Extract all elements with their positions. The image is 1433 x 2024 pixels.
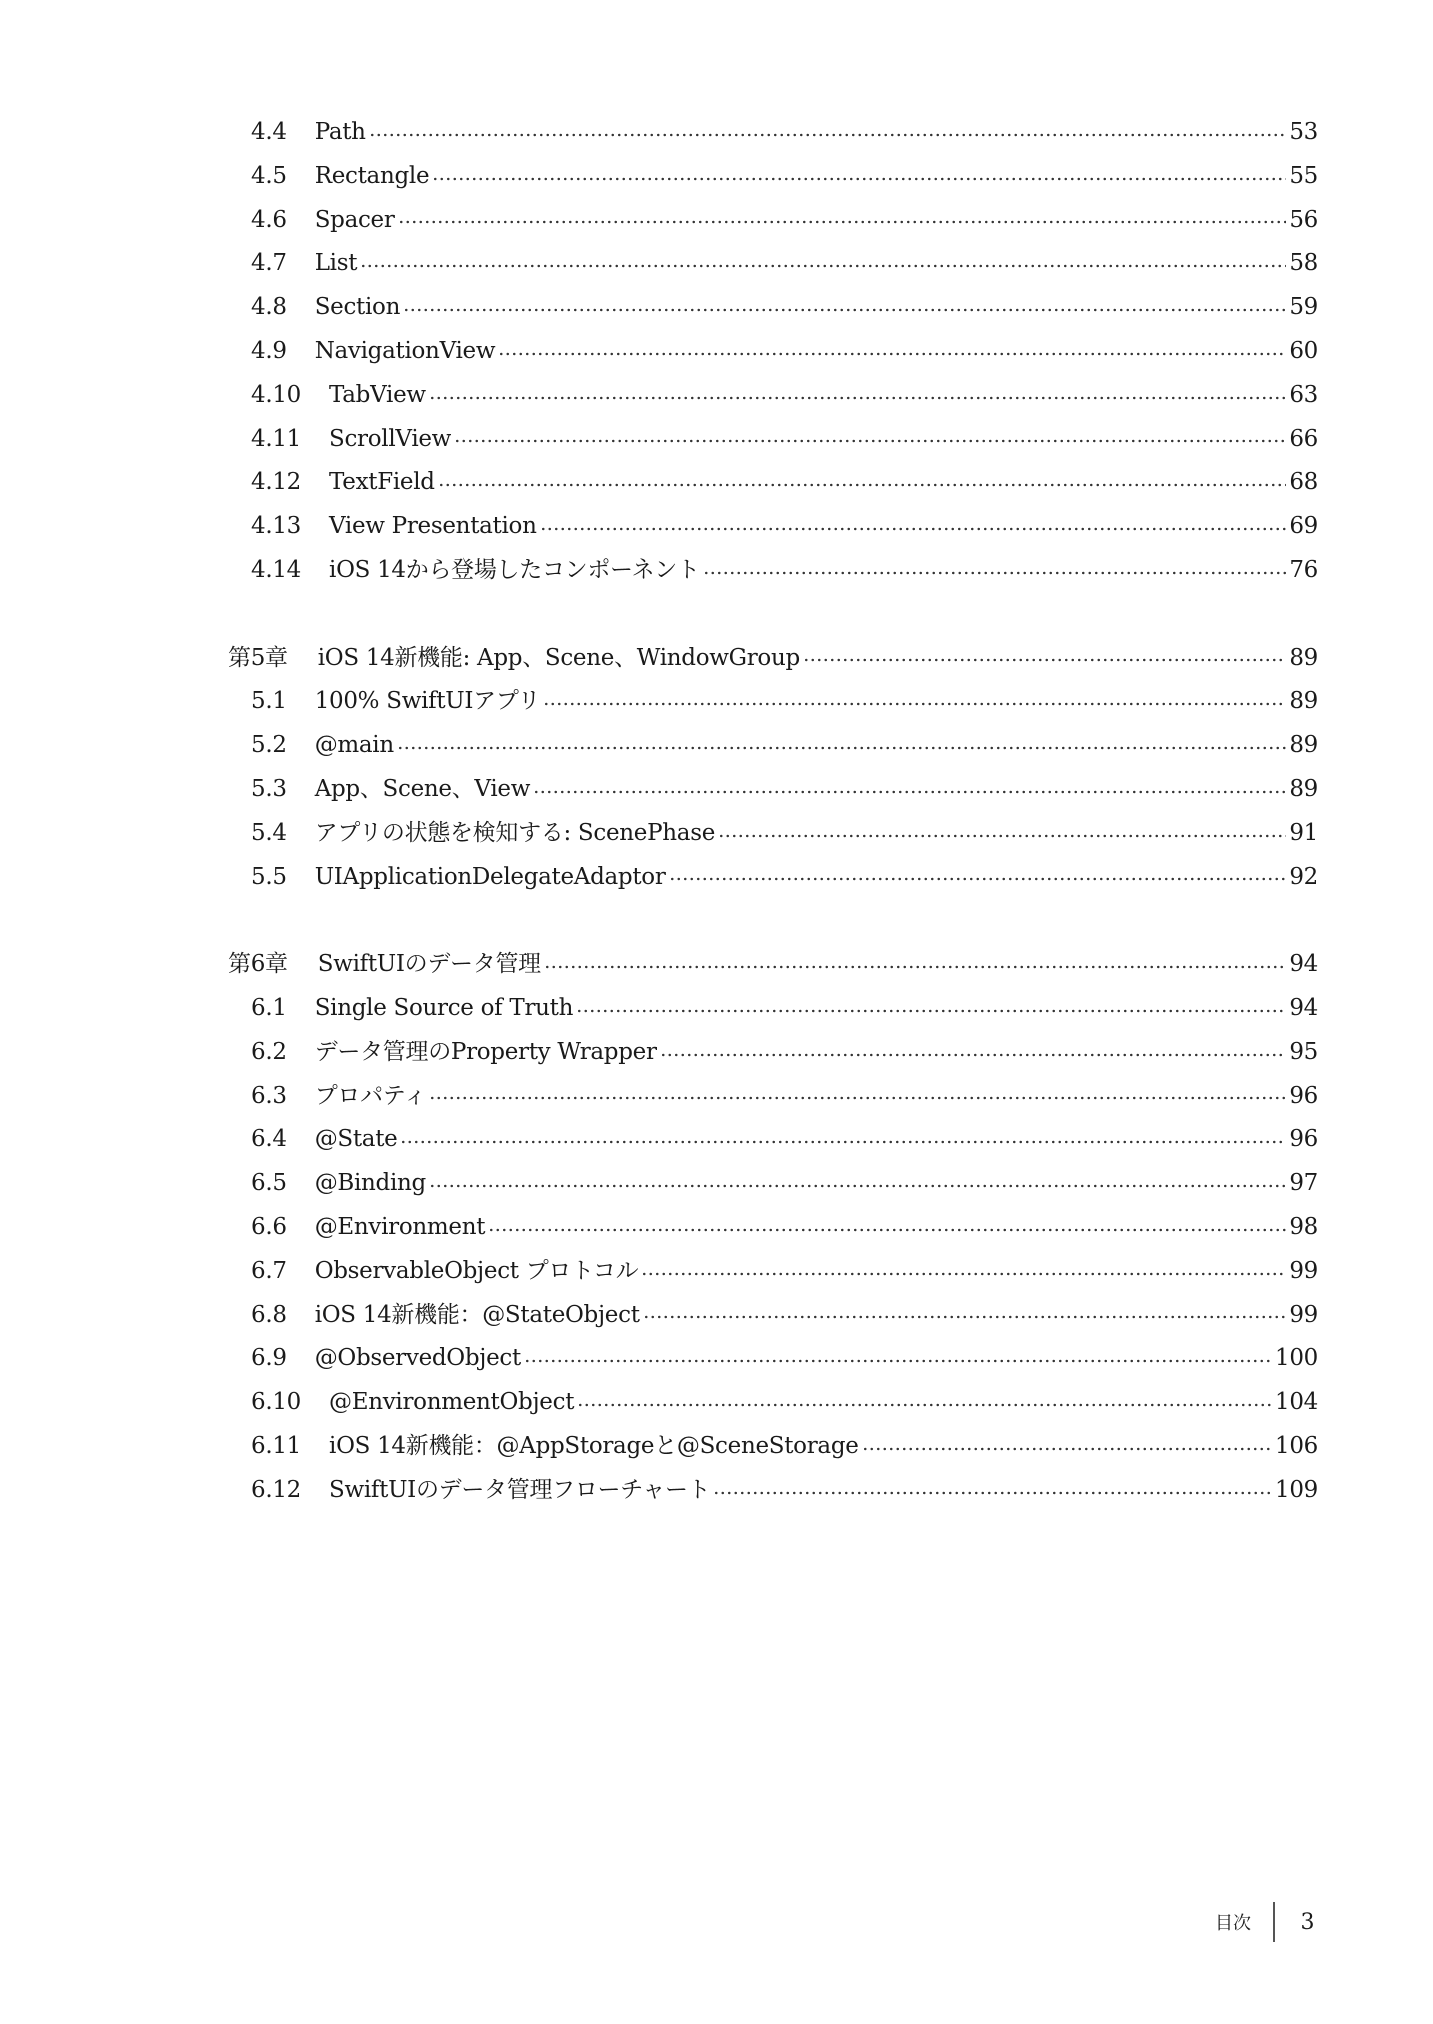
footer-divider (1273, 1902, 1275, 1942)
entry-page-number: 92 (1289, 863, 1318, 890)
entry-title: プロパティ (314, 1082, 427, 1109)
entry-page-number: 91 (1289, 819, 1318, 846)
leader-dots (540, 527, 1287, 531)
toc-section-entry[interactable] (228, 768, 1318, 812)
entry-number: 4.9 (251, 337, 287, 364)
section-spacer (228, 899, 1318, 943)
entry-number: 5.3 (251, 775, 287, 802)
leader-dots (498, 352, 1286, 356)
leader-dots (703, 571, 1287, 575)
leader-dots (524, 1359, 1272, 1363)
entry-number: 6.1 (251, 994, 287, 1021)
entry-number: 6.6 (251, 1213, 287, 1240)
leader-dots (429, 1184, 1286, 1188)
entry-title: ObservableObject プロトコル (314, 1257, 639, 1284)
toc-section-entry[interactable] (228, 1381, 1318, 1425)
toc-section-entry[interactable] (228, 1469, 1318, 1513)
entry-number: 第6章 (228, 951, 288, 978)
entry-number: 6.9 (251, 1345, 287, 1372)
leader-dots (438, 483, 1287, 487)
leader-dots (429, 1096, 1286, 1100)
entry-title: iOS 14新機能：@AppStorageと@SceneStorage (329, 1432, 859, 1459)
entry-number: 6.3 (251, 1082, 287, 1109)
entry-page-number: 56 (1289, 206, 1318, 233)
entry-number: 6.11 (251, 1432, 302, 1459)
entry-page-number: 106 (1275, 1432, 1318, 1459)
toc-section-entry[interactable] (228, 812, 1318, 856)
toc-section-entry[interactable] (228, 1206, 1318, 1250)
toc-section-entry[interactable] (228, 1337, 1318, 1381)
entry-title: Spacer (314, 206, 395, 233)
entry-page-number: 68 (1289, 469, 1318, 496)
entry-page-number: 89 (1289, 688, 1318, 715)
entry-number: 5.5 (251, 863, 287, 890)
entry-title: Section (314, 294, 401, 321)
page-number: 3 (1300, 1909, 1315, 1935)
entry-page-number: 60 (1289, 337, 1318, 364)
leader-dots (669, 877, 1287, 881)
leader-dots (862, 1447, 1272, 1451)
entry-page-number: 96 (1289, 1082, 1318, 1109)
entry-title: iOS 14新機能: App、Scene、WindowGroup (317, 644, 800, 671)
entry-title: TabView (329, 381, 426, 408)
entry-number: 6.8 (251, 1301, 287, 1328)
toc-section-entry[interactable] (228, 987, 1318, 1031)
toc-section-entry[interactable] (228, 418, 1318, 462)
entry-number: 4.7 (251, 250, 287, 277)
toc-section-entry[interactable] (228, 856, 1318, 900)
entry-number: 5.2 (251, 732, 287, 759)
entry-title: ScrollView (329, 425, 452, 452)
leader-dots (533, 790, 1286, 794)
entry-page-number: 63 (1289, 381, 1318, 408)
entry-page-number: 99 (1289, 1301, 1318, 1328)
entry-number: 4.6 (251, 206, 287, 233)
leader-dots (577, 1403, 1272, 1407)
toc-section-entry[interactable] (228, 1425, 1318, 1469)
footer-section-label: 目次 (1215, 1913, 1251, 1934)
entry-page-number: 97 (1289, 1170, 1318, 1197)
entry-title: @main (314, 732, 394, 759)
entry-number: 4.11 (251, 425, 302, 452)
entry-page-number: 89 (1289, 732, 1318, 759)
entry-title: TextField (329, 469, 435, 496)
leader-dots (400, 1140, 1286, 1144)
leader-dots (641, 1272, 1286, 1276)
leader-dots (403, 308, 1286, 312)
entry-number: 6.4 (251, 1126, 287, 1153)
entry-page-number: 53 (1289, 119, 1318, 145)
entry-title: SwiftUIのデータ管理フローチャート (329, 1476, 711, 1503)
toc-section-entry[interactable] (228, 1162, 1318, 1206)
entry-number: 6.12 (251, 1476, 302, 1503)
entry-title: @ObservedObject (314, 1345, 521, 1372)
entry-title: iOS 14新機能：@StateObject (314, 1301, 640, 1328)
leader-dots (488, 1228, 1286, 1232)
entry-title: List (314, 250, 358, 277)
entry-title: Path (314, 119, 366, 145)
toc-section-entry[interactable] (228, 1294, 1318, 1338)
entry-number: 4.12 (251, 469, 302, 496)
entry-title: NavigationView (314, 337, 496, 364)
entry-title: 100% SwiftUIアプリ (314, 688, 541, 715)
entry-page-number: 58 (1289, 250, 1318, 277)
leader-dots (397, 746, 1286, 750)
entry-page-number: 98 (1289, 1213, 1318, 1240)
entry-number: 6.7 (251, 1257, 287, 1284)
entry-number: 4.10 (251, 381, 302, 408)
entry-number: 5.4 (251, 819, 287, 846)
toc-section-entry[interactable] (228, 155, 1318, 199)
entry-number: 4.14 (251, 556, 302, 583)
entry-number: 6.5 (251, 1170, 287, 1197)
entry-page-number: 76 (1289, 556, 1318, 583)
leader-dots (360, 264, 1286, 268)
entry-title: SwiftUIのデータ管理 (317, 951, 541, 978)
entry-title: iOS 14から登場したコンポーネント (329, 556, 700, 583)
entry-page-number: 69 (1289, 513, 1318, 540)
entry-page-number: 94 (1289, 951, 1318, 978)
entry-title: データ管理のProperty Wrapper (314, 1038, 657, 1065)
toc-section-entry[interactable] (228, 330, 1318, 374)
entry-number: 第5章 (228, 644, 288, 671)
entry-number: 4.8 (251, 294, 287, 321)
leader-dots (369, 133, 1287, 137)
leader-dots (643, 1315, 1287, 1319)
toc-section-entry[interactable] (228, 724, 1318, 768)
entry-page-number: 94 (1289, 994, 1318, 1021)
entry-page-number: 96 (1289, 1126, 1318, 1153)
toc-chapter-entry[interactable] (228, 943, 1318, 987)
entry-page-number: 104 (1275, 1389, 1318, 1416)
leader-dots (576, 1009, 1286, 1013)
toc-section-entry[interactable] (228, 461, 1318, 505)
entry-page-number: 100 (1275, 1345, 1318, 1372)
entry-page-number: 109 (1275, 1476, 1318, 1503)
leader-dots (543, 702, 1286, 706)
entry-page-number: 59 (1289, 294, 1318, 321)
entry-page-number: 66 (1289, 425, 1318, 452)
leader-dots (398, 220, 1287, 224)
leader-dots (454, 439, 1286, 443)
toc-section-entry[interactable] (228, 1075, 1318, 1119)
leader-dots (432, 177, 1286, 181)
leader-dots (803, 658, 1286, 662)
entry-title: アプリの状態を検知する: ScenePhase (314, 819, 716, 846)
leader-dots (544, 965, 1286, 969)
entry-title: @EnvironmentObject (329, 1389, 575, 1416)
entry-number: 4.5 (251, 162, 287, 189)
toc-section-entry[interactable] (228, 1031, 1318, 1075)
toc-chapter-entry[interactable] (228, 637, 1318, 681)
entry-title: Single Source of Truth (314, 994, 574, 1021)
table-of-contents (228, 111, 1318, 1513)
entry-title: UIApplicationDelegateAdaptor (314, 863, 666, 890)
entry-title: View Presentation (329, 513, 537, 540)
entry-number: 4.13 (251, 513, 302, 540)
entry-page-number: 95 (1289, 1038, 1318, 1065)
toc-section-entry[interactable] (228, 199, 1318, 243)
toc-section-entry[interactable] (228, 374, 1318, 418)
toc-section-entry[interactable] (228, 505, 1318, 549)
toc-section-entry[interactable] (228, 242, 1318, 286)
entry-title: Rectangle (314, 162, 430, 189)
toc-section-entry[interactable] (228, 286, 1318, 330)
toc-section-entry[interactable] (228, 111, 1318, 155)
entry-page-number: 89 (1289, 644, 1318, 671)
leader-dots (718, 834, 1286, 838)
entry-number: 4.4 (251, 119, 287, 145)
entry-number: 5.1 (251, 688, 287, 715)
entry-title: @State (314, 1126, 398, 1153)
entry-page-number: 89 (1289, 775, 1318, 802)
page-footer (1215, 1900, 1315, 1944)
toc-section-entry[interactable] (228, 1250, 1318, 1294)
section-spacer (228, 593, 1318, 637)
toc-section-entry[interactable] (228, 1118, 1318, 1162)
leader-dots (429, 396, 1287, 400)
leader-dots (660, 1053, 1287, 1057)
entry-title: App、Scene、View (314, 775, 531, 802)
entry-page-number: 99 (1289, 1257, 1318, 1284)
toc-section-entry[interactable] (228, 680, 1318, 724)
toc-section-entry[interactable] (228, 549, 1318, 593)
entry-title: @Binding (314, 1170, 426, 1197)
leader-dots (713, 1491, 1272, 1495)
entry-page-number: 55 (1289, 162, 1318, 189)
entry-title: @Environment (314, 1213, 486, 1240)
entry-number: 6.10 (251, 1389, 302, 1416)
entry-number: 6.2 (251, 1038, 287, 1065)
